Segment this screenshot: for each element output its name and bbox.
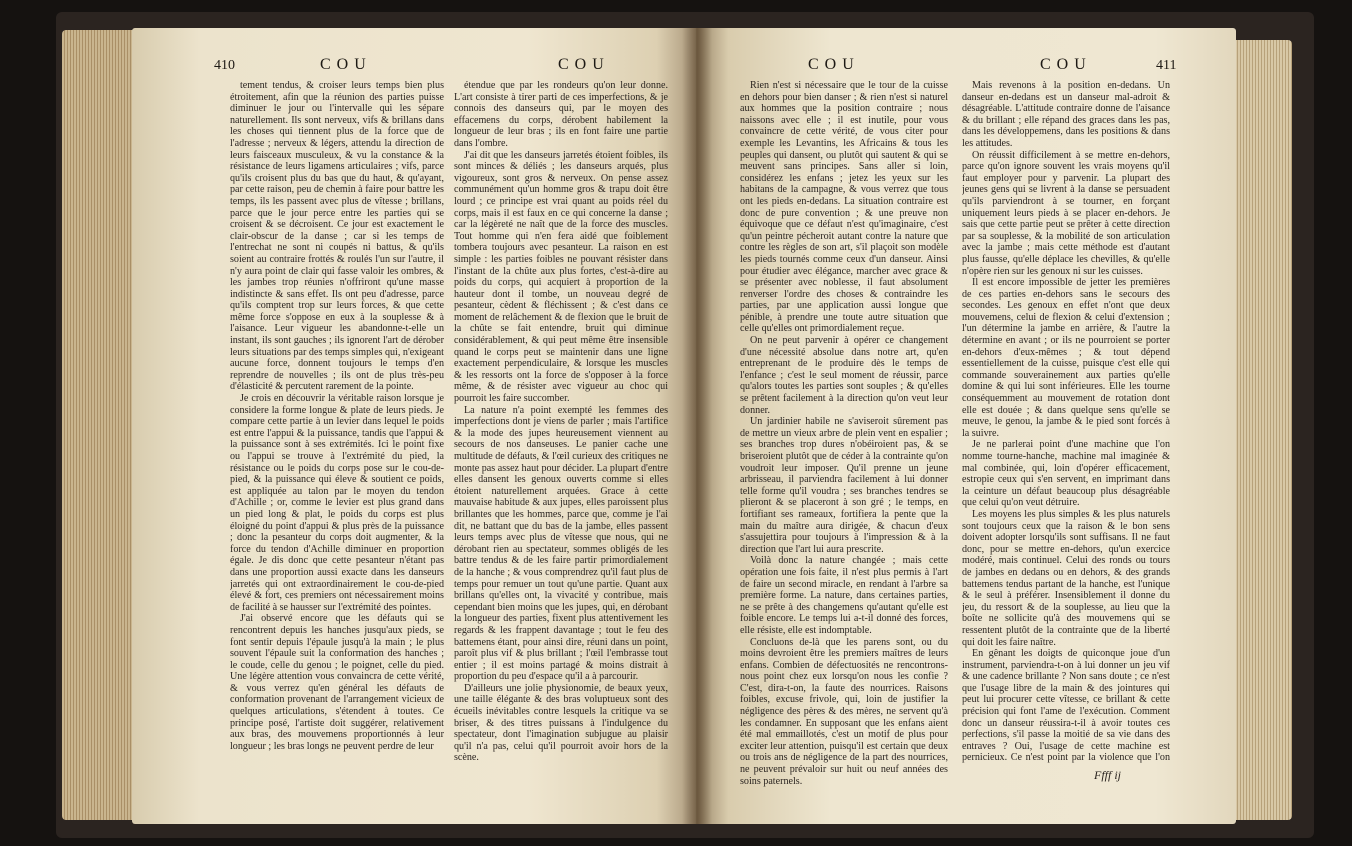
- paragraph: Je ne parlerai point d'une machine que l'on nomme tourne-hanche, machine mal imaginée & mal combinée, qui, loin d'opérer efficacement, estropie ceux qui s'en servent, en imprimant dans la ceinture un défaut beaucoup plus désagréable que celui qu'on veut détruire.: [962, 439, 1170, 509]
- paragraph: En gênant les doigts de quiconque joue d'un instrument, parviendra-t-on à lui donner un jeu vif & une cadence brillante ? Non sans doute ; ce n'est que l'usage libre de la main & des jointures qui peut lui procurer cette vîtesse, ce brillant & cette précision qui font l'ame de l'exécution. Comment donc un danseur réussira-t-il à avoir toutes ces perfections, s'il passe la moitié de sa vie dans des entraves ? Oui, l'usage de cette machine est pernicieux. Ce n'est point par la violence que l'on: [962, 648, 1170, 764]
- paragraph: tement tendus, & croiser leurs temps bien plus étroitement, afin que la réunion des parties puisse diminuer le jour ou l'intervalle qui les sépare naturellement. Ils sont nerveux, vifs & brillans dans les choses qui tiennent plus de la force que de l'adresse ; nerveux & légers, attendu la direction de leurs faisceaux musculeux, & vu la constance & la résistance de leurs ligamens articulaires ; vifs, parce qu'ils croisent plus du bas que du haut, & qu'ayant, par cette raison, peu de chemin à faire pour battre les temps, ils les passent avec plus de vîtesse ; brillans, parce que le jour perce entre les parties qui se croisent & se décroisent. Ce jour est exactement le clair-obscur de la danse ; car si les temps de l'entrechat ne sont ni coupés ni battus, & qu'ils soient au contraire frottés & roulés l'un sur l'autre, il n'y aura point de clair qui fasse valoir les ombres, & les jambes trop réunies n'offriront qu'une masse indistincte & sans effet. Ils ont peu d'adresse, parce qu'ils comptent trop sur leurs forces, & que cette même force s'oppose en eux à la souplesse & à l'aisance. Leur vigueur les abandonne-t-elle un instant, ils sont gauches ; ils ignorent l'art de dérober leurs situations par des temps simples qui, n'exigeant aucune force, donnent toujours le temps d'en reprendre de nouvelles ; ils ont de plus très-peu d'élasticité & percutent rarement de la pointe.: [230, 80, 444, 393]
- right-page-edges: [1232, 40, 1292, 820]
- page-number: 410: [214, 58, 235, 73]
- text-column-1: [230, 80, 444, 800]
- running-head-right-column: COU: [1040, 56, 1092, 73]
- paragraph: Je crois en découvrir la véritable raison lorsque je considere la forme longue & plate de leurs pieds. Je compare cette partie à un levier dans lequel le poids est entre l'appui & la puissance, tandis que l'appui & la puissance sont à ses extrémités. Ici le point fixe ou l'appui se trouve à l'extrémité du pied, la résistance ou le poids du corps pose sur le cou-de-pied, & la puissance qui éleve & soutient ce poids, est appliquée au talon par le moyen du tendon d'Achille ; or, comme le levier est plus grand dans un pied long & plat, le poids du corps est plus éloigné du point d'appui & plus près de la puissance ; donc la pesanteur du corps doit augmenter, & la force du tendon d'Achille diminuer en proportion égale. Je dis donc que cette pesanteur n'étant pas dans une proportion aussi exacte dans les danseurs jarretés qui ont extraordinairement le cou-de-pied élevé & fort, ces premiers ont nécessairement moins de facilité à se hausser sur l'extrémité des pointes.: [230, 393, 444, 613]
- left-page: [132, 28, 696, 824]
- paragraph: étendue que par les rondeurs qu'on leur donne. L'art consiste à tirer parti de ces imperfections, & je connois des danseurs qui, par le moyen des effacemens du corps, dérobent habilement la longueur de leur bras ; ils en font faire une partie dans l'ombre.: [454, 80, 668, 149]
- paragraph: Mais revenons à la position en-dedans. Un danseur en-dedans est un danseur mal-adroit & désagréable. L'attitude contraire donne de l'aisance & du brillant ; elle répand des graces dans les pas, dans les développemens, dans les positions & dans les attitudes.: [962, 80, 1170, 149]
- paragraph: Rien n'est si nécessaire que le tour de la cuisse en dehors pour bien danser ; & rien n'est si naturel aux hommes que la position contraire ; nous naissons avec elle ; il est inutile, pour vous convaincre de cette vérité, de vous citer pour exemple les Levantins, les Africains & tous les peuples qui dansent, ou plutôt qui sautent & qui se meuvent sans principes. Sans aller si loin, considérez les enfans ; jetez les yeux sur les habitans de la campagne, & vous verrez que tous ont les pieds en-dedans. La situation contraire est donc de pure convention ; & une preuve non équivoque que ce défaut n'est qu'imaginaire, c'est qu'un peintre pécheroit autant contre la nature que contre les règles de son art, s'il plaçoit son modèle les pieds tournés comme ceux d'un danseur. Ainsi pour étudier avec élégance, marcher avec grace & se présenter avec noblesse, il faut absolument renverser l'ordre des choses & contraindre les parties, par une application aussi longue que pénible, à prendre une toute autre situation que celle qu'elles ont primordialement reçue.: [740, 80, 948, 335]
- text-column-1: [740, 80, 948, 794]
- right-page: [696, 28, 1236, 824]
- paragraph: On réussit difficilement à se mettre en-dehors, parce qu'on ignore souvent les vrais moyens qu'il faut employer pour y parvenir. La plupart des jeunes gens qui se livrent à la danse se persuadent qu'ils parviendront à se tourner, en forçant uniquement leurs pieds à se placer en-dehors. Je sais que cette partie peut se prêter à cette direction par sa souplesse, & la mobilité de son articulation avec la jambe ; mais cette méthode est d'autant plus fausse, qu'elle déplace les chevilles, & qu'elle n'opère rien sur les genoux ni sur les cuisses.: [962, 149, 1170, 277]
- signature-mark: Ffff ij: [1094, 768, 1121, 782]
- paragraph: J'ai dit que les danseurs jarretés étoient foibles, ils sont minces & déliés ; les danseurs arqués, plus vigoureux, sont gros & nerveux. On pense assez communément qu'un homme gros & trapu doit être lourd ; ce principe est vrai quant au poids réel du corps, mais il est faux en ce qui concerne la danse ; car la légèreté ne naît que de la force des muscles. Tout homme qui n'en fera aidé que foiblement tombera toujours avec pesanteur. La raison en est simple : les parties foibles ne pouvant résister dans l'instant de la chûte aux plus fortes, c'est-à-dire au poids du corps, qui acquiert à proportion de la hauteur dont il tombe, un nouveau degré de pesanteur, cèdent & fléchissent ; & c'est dans ce moment de relâchement & de flexion que le bruit de la chûte se fait entendre, bruit qui diminue considérablement, & qui peut même être insensible quand le corps peut se maintenir dans une ligne exactement perpendiculaire, & lorsque les muscles & les ressorts ont la force de s'opposer à la force même, & de résister avec vigueur au choc qui pourroit les faire succomber.: [454, 149, 668, 405]
- paragraph: On ne peut parvenir à opérer ce changement d'une nécessité absolue dans notre art, qu'en entreprenant de le produire dès le temps de l'enfance ; c'est le seul moment de réussir, parce qu'alors toutes les parties sont souples ; & qu'elles se prêtent facilement à la direction qu'on veut leur donner.: [740, 335, 948, 416]
- paragraph: Un jardinier habile ne s'aviseroit sûrement pas de mettre un vieux arbre de plein vent en espalier ; ses branches trop dures n'obéiroient pas, & se briseroient plutôt que de céder à la contrainte qu'on voudroit leur imposer. Qu'il prenne un jeune arbrisseau, il parviendra facilement à lui donner telle forme qu'il voudra ; ses branches tendres se plieront & se placeront à son gré ; le temps, en fortifiant ses rameaux, fortifiera la pente que la main du maître aura dirigée, & chacun d'eux s'assujettira pour toujours à l'impression & à la direction que l'art lui aura prescrite.: [740, 416, 948, 555]
- running-head-right-column: COU: [558, 56, 610, 73]
- running-head: COU: [320, 56, 372, 73]
- page-number: 411: [1156, 58, 1177, 73]
- paragraph: Les moyens les plus simples & les plus naturels sont toujours ceux que la raison & le bon sens doivent adopter lorsqu'ils sont suffisans. Il ne faut donc, pour se mettre en-dehors, qu'un exercice modéré, mais continuel. Celui des ronds ou tours de jambes en dedans ou en dehors, & des grands battemens tendus partant de la hanche, est l'unique & le seul à préférer. Insensiblement il donne du jeu, du ressort & de la souplesse, au lieu que la boîte ne sollicite qu'à des mouvemens qui se ressentent plutôt de la contrainte que de la liberté qui doit les faire naître.: [962, 508, 1170, 648]
- left-page-edges: [62, 30, 140, 820]
- paragraph: J'ai observé encore que les défauts qui se rencontrent depuis les hanches jusqu'aux pieds, se font sentir depuis l'épaule jusqu'à la main ; le plus souvent l'épaule suit la conformation des hanches ; le coude, celle du genou ; le poignet, celle du pied. Une légère attention vous convaincra de cette vérité, & vous verrez qu'en général les défauts de conformation provenant de l'arrangement vicieux de quelques articulations, s'étendent à toutes. Ce principe posé, l'artiste doit suggérer, relativement aux bras, des mouvemens proportionnés à leur longueur ; les bras longs ne peuvent perdre de leur: [230, 613, 444, 752]
- paragraph: D'ailleurs une jolie physionomie, de beaux yeux, une taille élégante & des bras voluptueux sont des écueils inévitables contre lesquels la critique va se briser, & des titres puissans à l'indulgence du spectateur, dont l'imagination subjugue au plaisir qu'il n'a pas, celui qu'il pourroit avoir hors de la scène.: [454, 682, 668, 764]
- book-gutter: [682, 28, 712, 824]
- paragraph: Concluons de-là que les parens sont, ou du moins devroient être les premiers maîtres de leurs enfans. Combien de défectuosités ne rencontrons-nous point chez eux lorsqu'on nous les confie ? C'est, dira-t-on, la faute des nourrices. Raisons foibles, excuse frivole, qui, loin de justifier la négligence des pères & des mères, ne servent qu'à les condamner. En supposant que les enfans aient été mal emmaillotés, c'est un motif de plus pour exciter leur attention, puisqu'il est certain que deux ou trois ans de négligence de la part des nourrices, ne peuvent prévaloir sur huit ou neuf années des soins paternels.: [740, 636, 948, 787]
- paragraph: La nature n'a point exempté les femmes des imperfections dont je viens de parler ; mais l'artifice & la mode des jupes heureusement viennent au secours de nos danseuses. Le panier cache une multitude de défauts, & l'œil curieux des critiques ne monte pas assez haut pour décider. La plupart d'entre elles dansent les genoux ouverts comme si elles étoient naturellement arquées. Grace à cette mauvaise habitude & aux jupes, elles paroissent plus brillantes que les hommes, parce que, comme je l'ai dit, ne battant que du bas de la jambe, elles passent leurs temps avec plus de vîtesse que nous, qui ne dérobant rien au spectateur, sommes obligés de les battre tendus & de les faire partir primordialement de la hanche ; & vous comprendrez qu'il faut plus de temps pour remuer un tout qu'une partie. Quant aux brillans qu'elles ont, la vivacité y contribue, mais cependant bien moins que les jupes, qui, en dérobant la longueur des parties, fixent plus attentivement les regards & les frappent davantage ; tout le feu des battemens étant, pour ainsi dire, réuni dans un point, paroît plus vif & plus brillant ; l'œil l'embrasse tout entier ; il est moins partagé & moins distrait à proportion du peu d'espace qu'il a à parcourir.: [454, 404, 668, 683]
- text-column-2: [454, 80, 668, 785]
- paragraph: Il est encore impossible de jetter les premières de ces parties en-dehors sans le secours des secondes. Les genoux en effet n'ont que deux mouvemens, celui de flexion & celui d'extension ; l'un détermine la jambe en arrière, & l'autre la détermine en avant ; or ils ne pourroient se porter en-dehors d'eux-mêmes ; & tout dépend essentiellement de la cuisse, puisque c'est elle qui commande souverainement aux parties qu'elle domine & qui lui sont inférieures. Elle les tourne conséquemment au mouvement de rotation dont elle est douée ; & dans quelque sens qu'elle se meuve, le genou, la jambe & le pied sont forcés à la suivre.: [962, 277, 1170, 439]
- running-head: COU: [808, 56, 860, 73]
- text-column-2: [962, 80, 1170, 764]
- paragraph: Voilà donc la nature changée ; mais cette opération une fois faite, il n'est plus permis à l'art de faire un second miracle, en rendant à l'arbre sa première forme. La nature, dans certaines parties, ne se prête à des changemens qu'autant qu'elle est foible encore. Le temps lui a-t-il donné des forces, elle résiste, elle est indomptable.: [740, 555, 948, 636]
